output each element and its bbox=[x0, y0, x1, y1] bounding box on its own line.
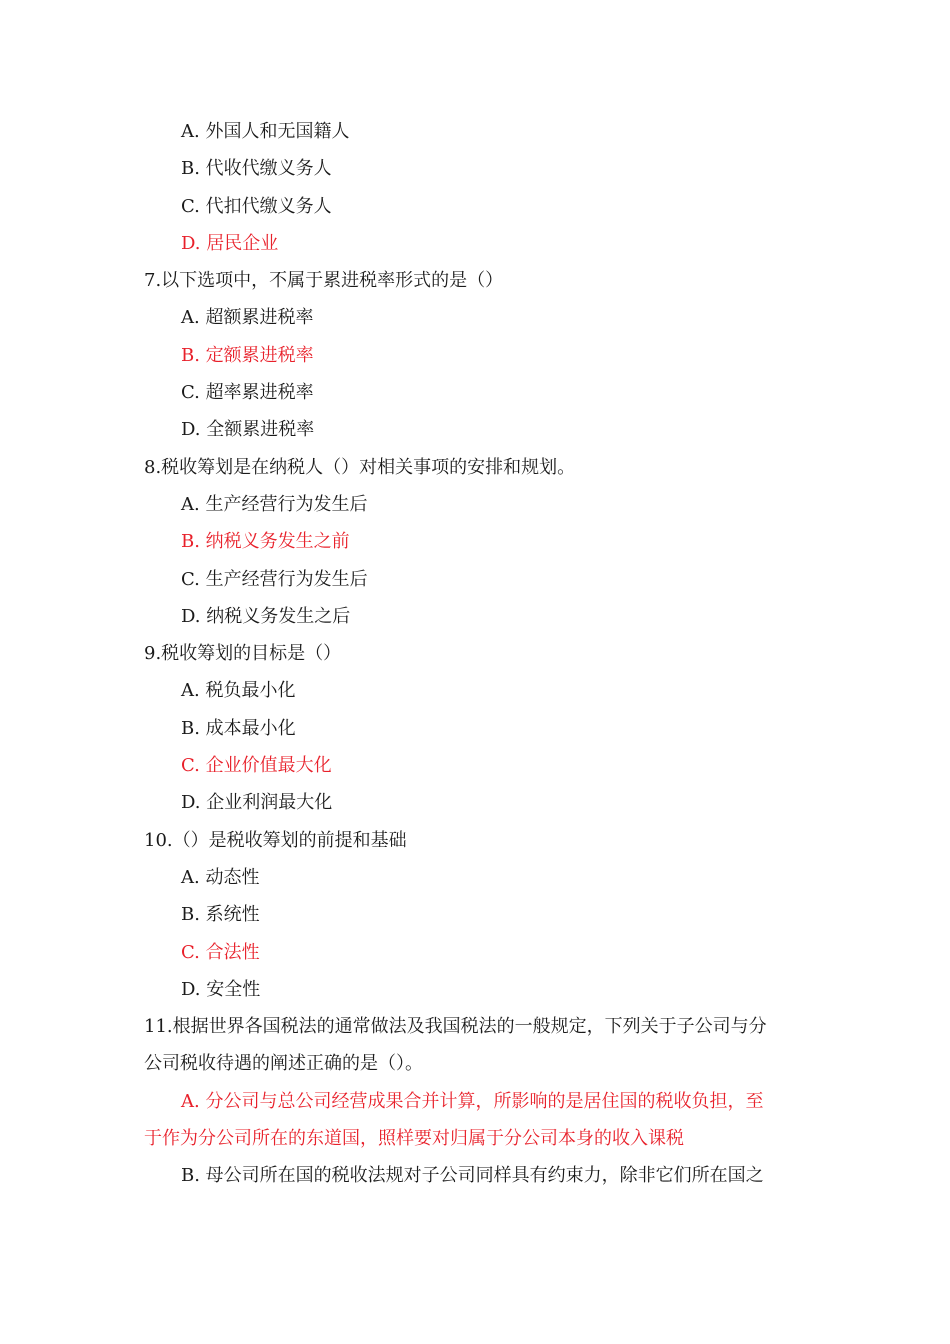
answer-option: B. 定额累进税率 bbox=[181, 344, 314, 366]
question-list bbox=[144, 113, 810, 1195]
answer-option: D. 居民企业 bbox=[181, 232, 279, 254]
answer-option: A. 外国人和无国籍人 bbox=[181, 121, 350, 142]
answer-option: D. 安全性 bbox=[181, 978, 261, 1000]
answer-option: C. 合法性 bbox=[181, 941, 260, 963]
question-text: 8.税收筹划是在纳税人（）对相关事项的安排和规划。 bbox=[144, 456, 576, 478]
question-text: 7.以下选项中，不属于累进税率形式的是（） bbox=[144, 270, 504, 292]
question-text: 于作为分公司所在的东道国，照样要对归属于分公司本身的收入课税 bbox=[144, 1128, 684, 1150]
answer-option: A. 生产经营行为发生后 bbox=[181, 493, 368, 515]
answer-option: A. 税负最小化 bbox=[181, 680, 296, 702]
answer-option: D. 全额累进税率 bbox=[181, 419, 315, 441]
answer-option: C. 企业价值最大化 bbox=[181, 755, 332, 777]
question-text: 公司税收待遇的阐述正确的是（）。 bbox=[144, 1053, 423, 1075]
answer-option: B. 代收代缴义务人 bbox=[181, 158, 332, 180]
answer-option: B. 系统性 bbox=[181, 904, 260, 926]
answer-option: C. 生产经营行为发生后 bbox=[181, 568, 368, 590]
answer-option: C. 超率累进税率 bbox=[181, 382, 314, 404]
answer-option: B. 纳税义务发生之前 bbox=[181, 531, 350, 553]
answer-option: A. 超额累进税率 bbox=[181, 307, 314, 329]
question-text: 10.（）是税收筹划的前提和基础 bbox=[144, 829, 407, 851]
answer-option: A. 分公司与总公司经营成果合并计算，所影响的是居住国的税收负担，至 bbox=[181, 1090, 764, 1112]
answer-option: C. 代扣代缴义务人 bbox=[181, 195, 332, 217]
question-text: 11.根据世界各国税法的通常做法及我国税法的一般规定，下列关于子公司与分 bbox=[144, 1016, 767, 1038]
answer-option: B. 母公司所在国的税收法规对子公司同样具有约束力，除非它们所在国之 bbox=[181, 1165, 764, 1187]
question-text: 9.税收筹划的目标是（） bbox=[144, 643, 342, 665]
answer-option: A. 动态性 bbox=[181, 866, 260, 888]
answer-option: D. 纳税义务发生之后 bbox=[181, 605, 351, 627]
answer-option: B. 成本最小化 bbox=[181, 717, 296, 739]
answer-option: D. 企业利润最大化 bbox=[181, 792, 333, 814]
